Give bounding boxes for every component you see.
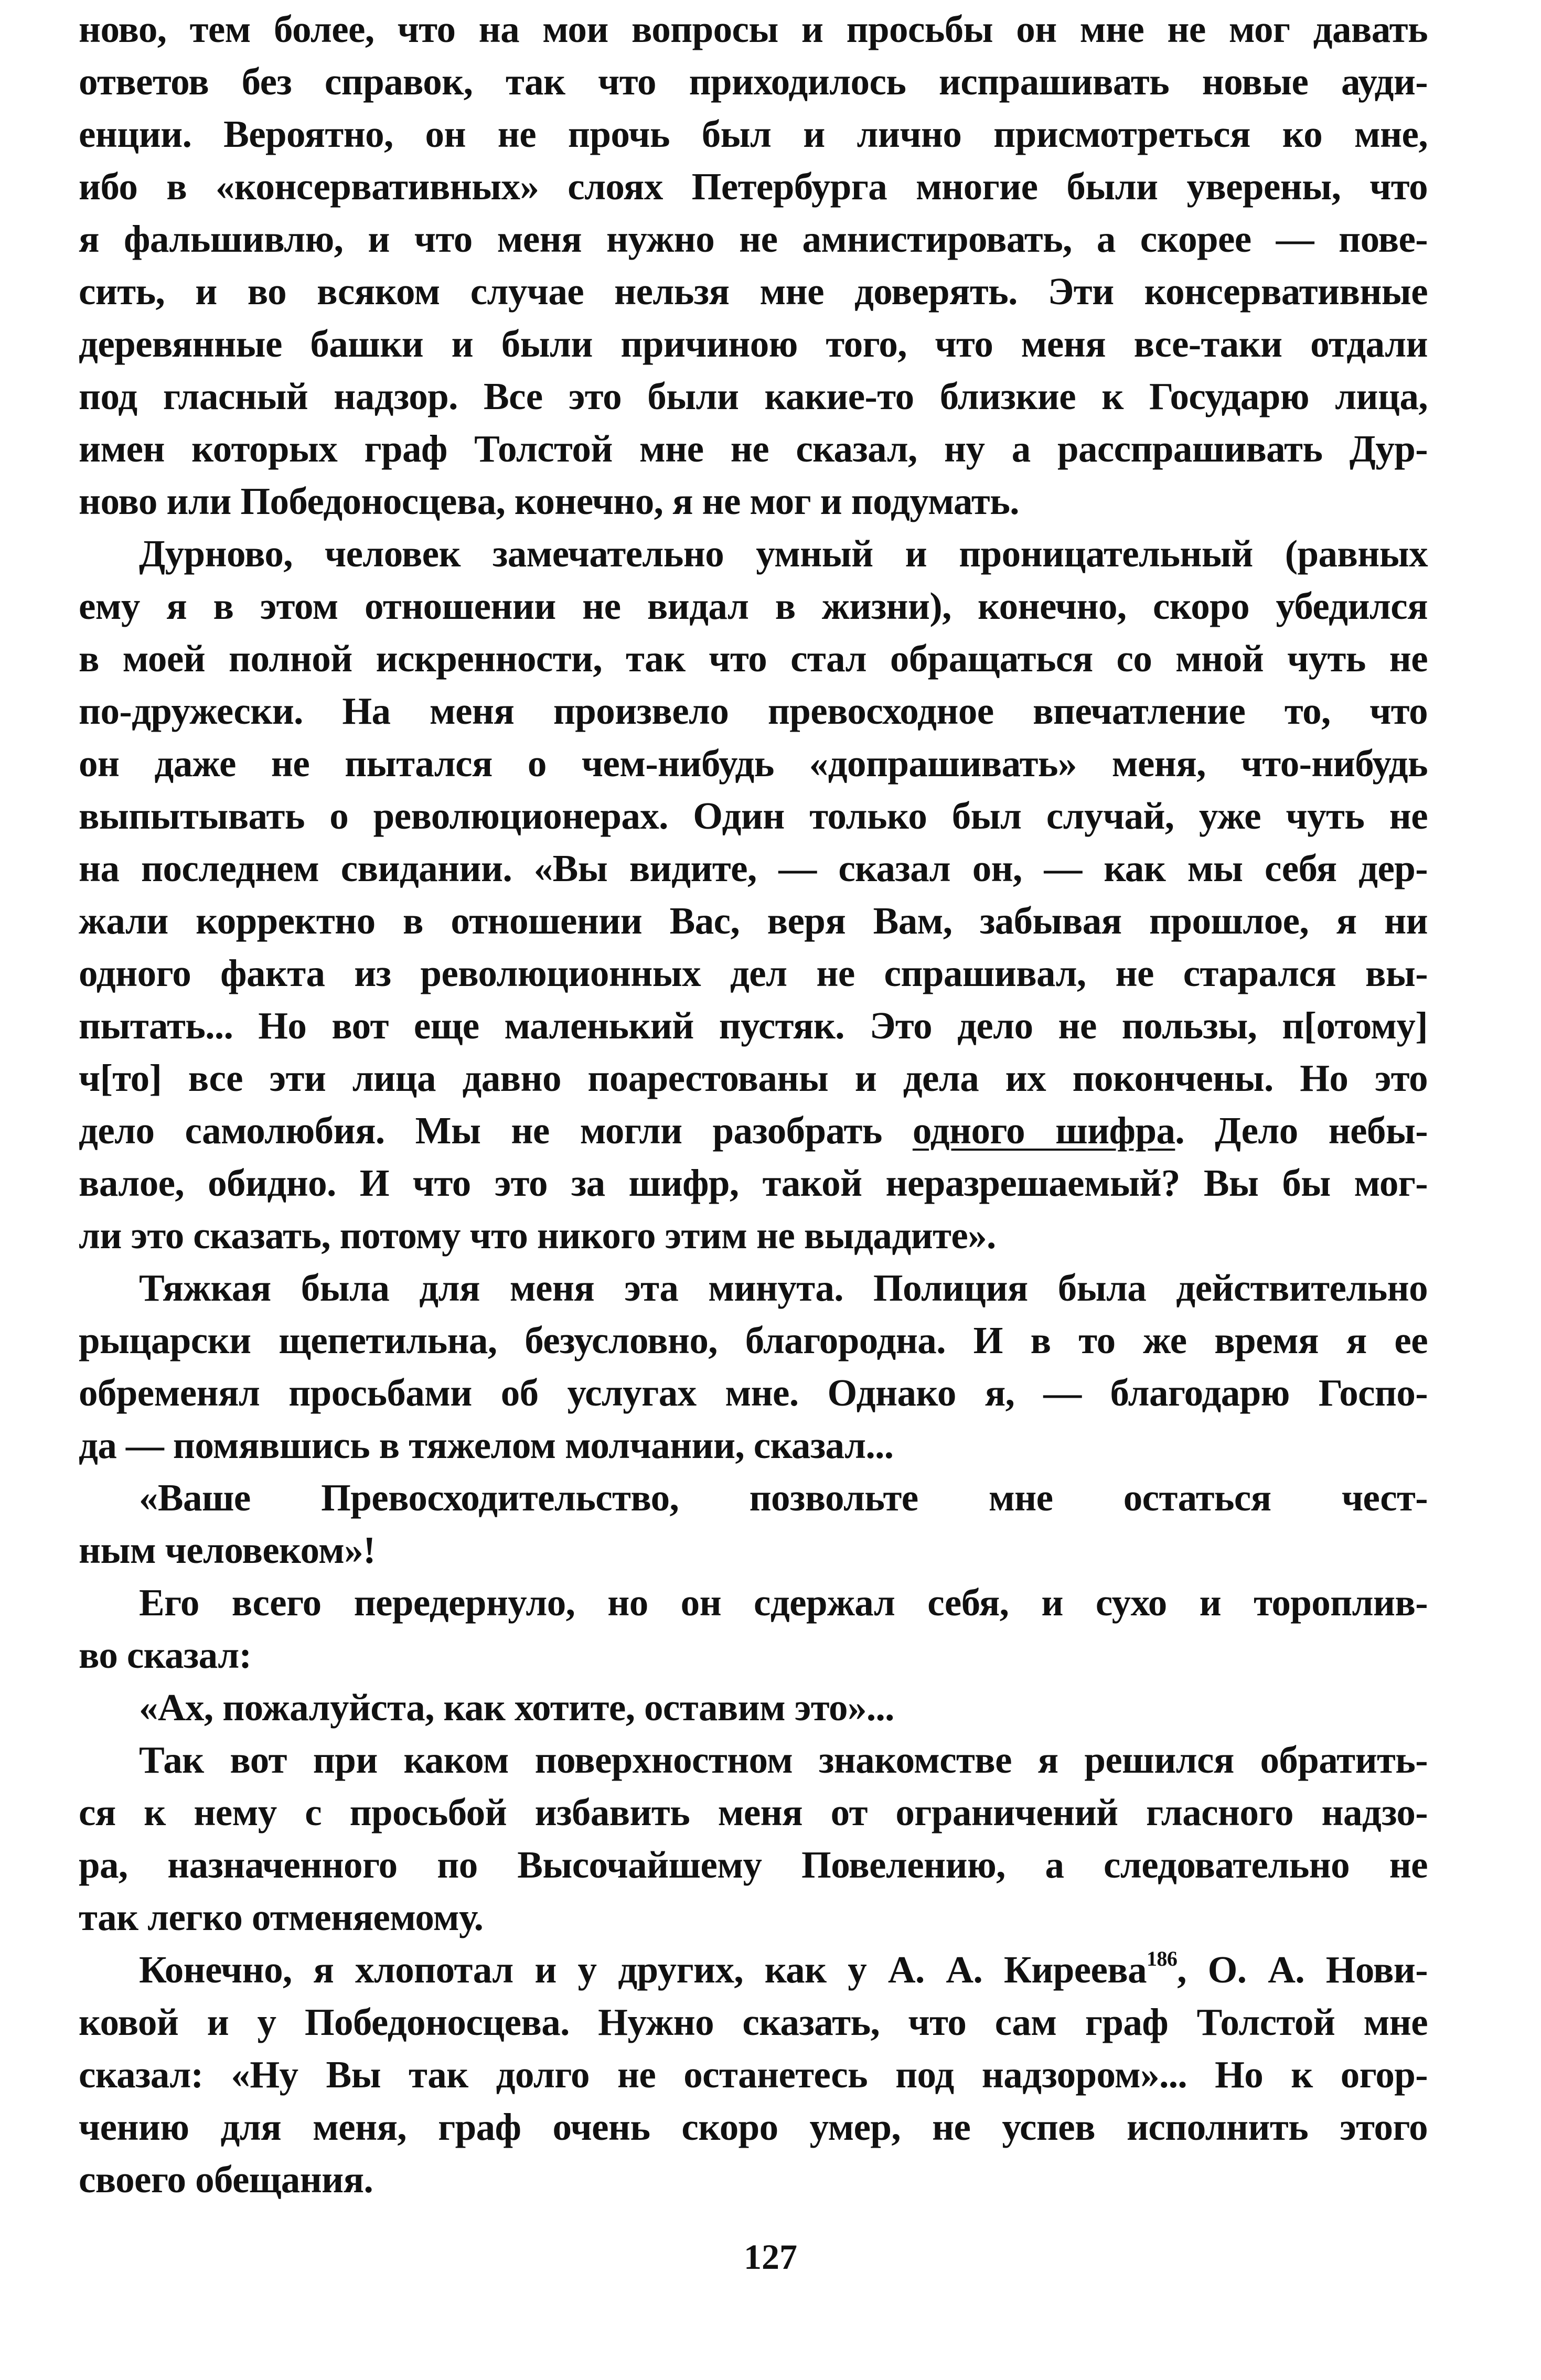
- text-line: ли это сказать, потому что никого этим не выдадите».: [79, 1214, 996, 1257]
- text-fragment: , О. А. Нови-: [1177, 1948, 1428, 1991]
- text-line: обременял просьбами об услугах мне. Однако я, — благодарю Госпо-: [79, 1371, 1428, 1414]
- text-line: Тяжкая была для меня эта минута. Полиция была действительно: [139, 1267, 1428, 1309]
- text-line: Его всего передернуло, но он сдержал себя, и сухо и тороплив-: [139, 1581, 1428, 1624]
- text-line: одного факта из революционных дел не спрашивал, не старался вы-: [79, 952, 1428, 994]
- text-line: во сказал:: [79, 1634, 252, 1676]
- text-line: под гласный надзор. Все это были какие-то близкие к Государю лица,: [79, 375, 1428, 417]
- text-line: да — помявшись в тяжелом молчании, сказал...: [79, 1424, 894, 1466]
- text-line: ибо в «консервативных» слоях Петербурга многие были уверены, что: [79, 165, 1428, 208]
- text-line: рыцарски щепетильна, безусловно, благородна. И в то же время я ее: [79, 1319, 1428, 1361]
- text-line: чению для меня, граф очень скоро умер, не успев исполнить этого: [79, 2106, 1428, 2148]
- text-line: сить, и во всяком случае нельзя мне доверять. Эти консервативные: [79, 270, 1428, 313]
- text-fragment: Конечно, я хлопотал и у других, как у А. А. Киреева: [139, 1948, 1147, 1991]
- text-line: ным человеком»!: [79, 1529, 376, 1571]
- text-line: ра, назначенного по Высочайшему Повелению, а следовательно не: [79, 1843, 1428, 1886]
- text-line: на последнем свидании. «Вы видите, — сказал он, — как мы себя дер-: [79, 847, 1428, 889]
- text-fragment: дело самолюбия. Мы не могли разобрать: [79, 1109, 882, 1152]
- text-line: так легко отменяемому.: [79, 1896, 484, 1938]
- text-line: [79, 1944, 1428, 1996]
- text-line: выпытывать о революционерах. Один только был случай, уже чуть не: [79, 795, 1428, 837]
- footnote-reference[interactable]: 186: [1147, 1947, 1178, 1970]
- text-line: жали корректно в отношении Вас, веря Вам, забывая прошлое, я ни: [79, 899, 1428, 942]
- text-line: енции. Вероятно, он не прочь был и лично присмотреться ко мне,: [79, 113, 1428, 155]
- text-line: Дурново, человек замечательно умный и проницательный (равных: [139, 532, 1428, 575]
- text-line: ново, тем более, что на мои вопросы и просьбы он мне не мог давать: [79, 8, 1428, 50]
- text-line: в моей полной искренности, так что стал обращаться со мной чуть не: [79, 637, 1428, 680]
- text-line: Так вот при каком поверхностном знакомстве я решился обратить-: [139, 1739, 1428, 1781]
- text-line: [79, 1105, 1428, 1157]
- text-line: имен которых граф Толстой мне не сказал, ну а расспрашивать Дур-: [79, 427, 1428, 470]
- body-text: [79, 3, 1428, 2206]
- text-line: пытать... Но вот еще маленький пустяк. Это дело не пользы, п[отому]: [79, 1004, 1428, 1047]
- text-line: сказал: «Ну Вы так долго не останетесь под надзором»... Но к огор-: [79, 2053, 1428, 2096]
- text-line: ся к нему с просьбой избавить меня от ограничений гласного надзо-: [79, 1791, 1428, 1834]
- text-line: «Ваше Превосходительство, позвольте мне остаться чест-: [139, 1476, 1428, 1519]
- text-line: ч[то] все эти лица давно поарестованы и дела их покончены. Но это: [79, 1057, 1428, 1099]
- text-line: деревянные башки и были причиною того, что меня все-таки отдали: [79, 323, 1428, 365]
- text-line: ново или Победоносцева, конечно, я не мог и подумать.: [79, 480, 1019, 522]
- page-number: 127: [744, 2237, 797, 2277]
- text-line: я фальшивлю, и что меня нужно не амнистировать, а скорее — пове-: [79, 218, 1428, 260]
- text-line: по-дружески. На меня произвело превосходное впечатление то, что: [79, 690, 1428, 732]
- text-line: ответов без справок, так что приходилось испрашивать новые ауди-: [79, 60, 1428, 103]
- text-fragment: . Дело небы-: [1175, 1109, 1428, 1152]
- text-line: своего обещания.: [79, 2158, 373, 2201]
- underlined-text: одного шифра: [912, 1109, 1175, 1152]
- text-line: ему я в этом отношении не видал в жизни), конечно, скоро убедился: [79, 585, 1428, 627]
- text-line: «Ах, пожалуйста, как хотите, оставим это»...: [139, 1686, 894, 1729]
- text-line: он даже не пытался о чем-нибудь «допрашивать» меня, что-нибудь: [79, 742, 1428, 785]
- text-line: ковой и у Победоносцева. Нужно сказать, что сам граф Толстой мне: [79, 2001, 1428, 2043]
- text-line: валое, обидно. И что это за шифр, такой неразрешаемый? Вы бы мог-: [79, 1162, 1428, 1204]
